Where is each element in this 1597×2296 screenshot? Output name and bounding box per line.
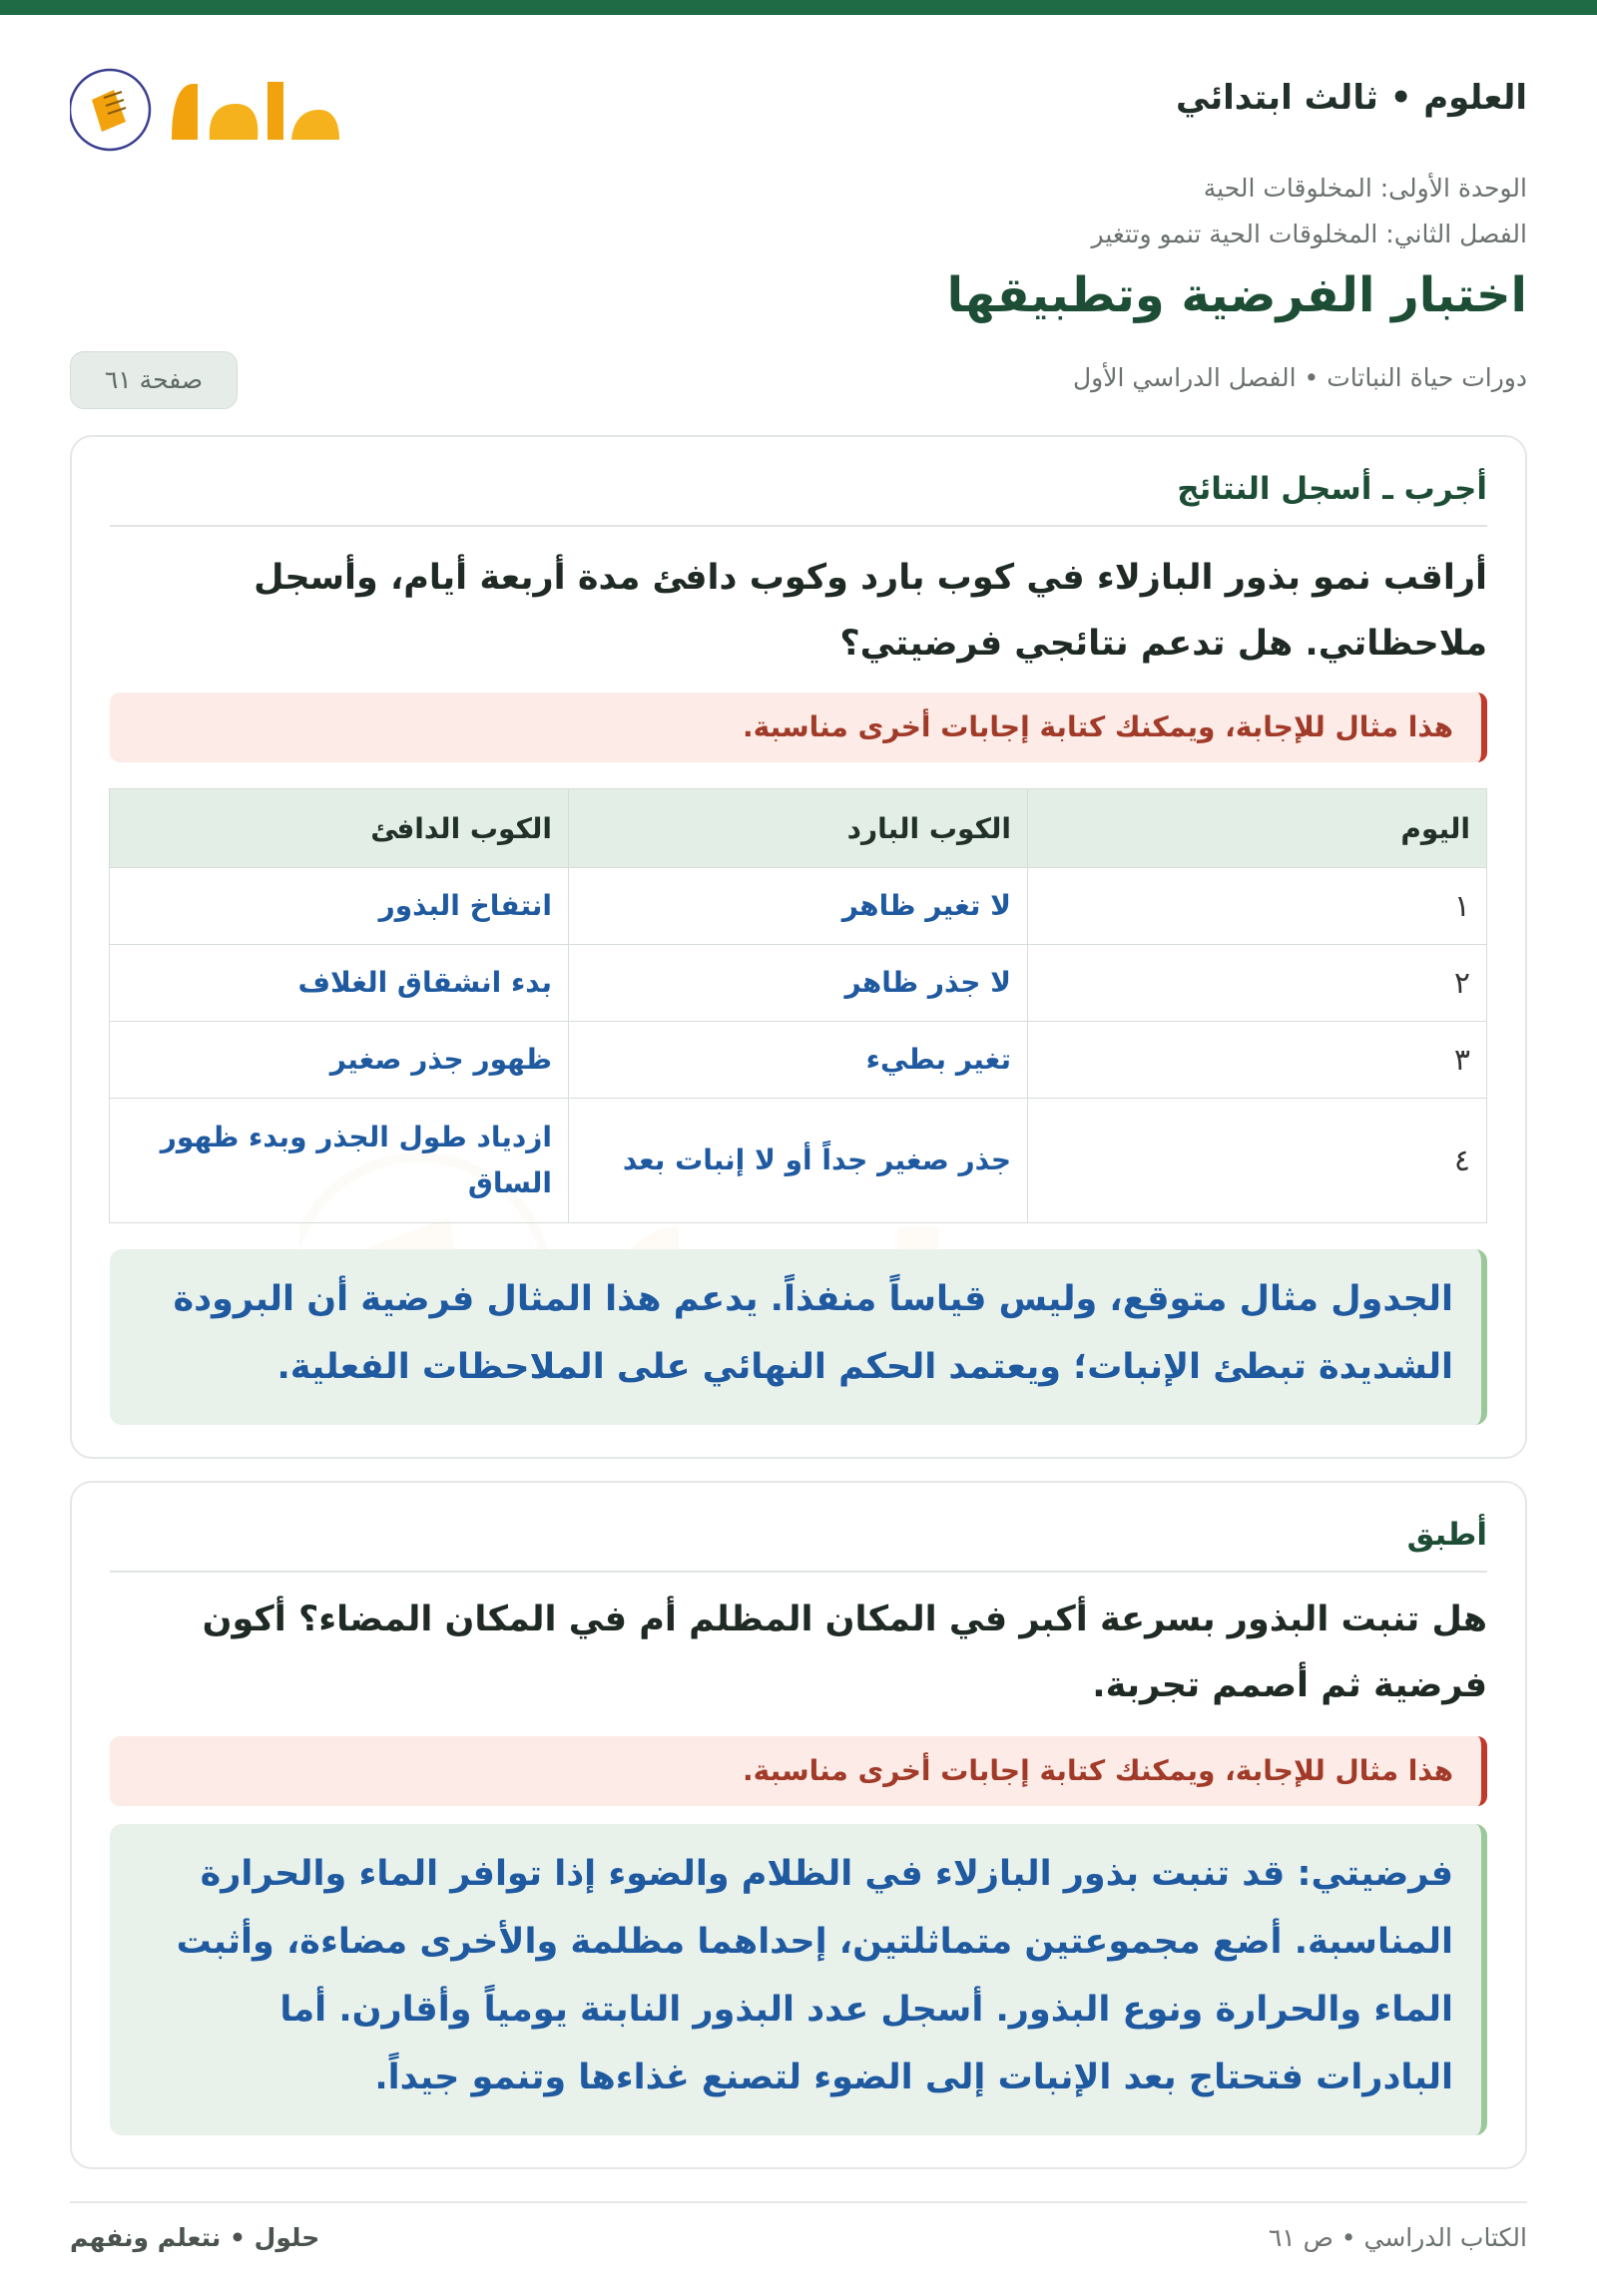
sample-answer-note: هذا مثال للإجابة، ويمكنك كتابة إجابات أخرى مناسبة. xyxy=(110,692,1487,762)
chapter-label: الفصل الثاني: المخلوقات الحية تنمو وتتغير xyxy=(1091,220,1527,248)
experiment-card xyxy=(70,435,1527,1459)
day-cell: ٢ xyxy=(1028,945,1487,1022)
section-title: أطبق xyxy=(1406,1517,1487,1553)
day-cell: ٤ xyxy=(1028,1099,1487,1223)
table-row xyxy=(110,868,1487,945)
page-number-badge: صفحة ٦١ xyxy=(70,351,238,409)
sample-answer-note: هذا مثال للإجابة، ويمكنك كتابة إجابات أخرى مناسبة. xyxy=(110,1736,1487,1806)
apply-card xyxy=(70,1481,1527,2169)
footer-brand: حلول • نتعلم ونفهم xyxy=(70,2223,320,2252)
experiment-answer: الجدول مثال متوقع، وليس قياساً منفذاً. يدعم هذا المثال فرضية أن البرودة الشديدة تبطئ الإنبات؛ ويعتمد الحكم النهائي على الملاحظات الفعلية. xyxy=(110,1249,1487,1425)
top-accent-bar xyxy=(0,0,1597,15)
apply-question: هل تنبت البذور بسرعة أكبر في المكان المظلم أم في المكان المضاء؟ أكون فرضية ثم أصمم تجربة. xyxy=(202,1600,1487,1705)
warm-cup-cell: ازدياد طول الجذر وبدء ظهور الساق xyxy=(110,1099,569,1223)
table-row xyxy=(110,1022,1487,1099)
page-header xyxy=(70,62,1527,421)
table-row xyxy=(110,1099,1487,1223)
footer-divider xyxy=(70,2201,1527,2203)
experiment-question: أراقب نمو بذور البازلاء في كوب بارد وكوب دافئ مدة أربعة أيام، وأسجل ملاحظاتي. هل تدعم نتائجي فرضيتي؟ xyxy=(254,558,1487,664)
cold-cup-cell: لا تغير ظاهر xyxy=(569,868,1028,945)
lesson-title: اختبار الفرضية وتطبيقها xyxy=(946,267,1527,323)
warm-cup-cell: بدء انشقاق الغلاف xyxy=(110,945,569,1022)
unit-label: الوحدة الأولى: المخلوقات الحية xyxy=(1203,174,1527,203)
section-divider xyxy=(110,525,1487,527)
warm-cup-cell: انتفاخ البذور xyxy=(110,868,569,945)
hlool-logo[interactable] xyxy=(70,62,349,158)
column-header-day: اليوم xyxy=(1028,789,1487,868)
observations-table xyxy=(109,788,1487,1223)
section-title: أجرب ـ أسجل النتائج xyxy=(1177,471,1487,507)
cold-cup-cell: لا جذر ظاهر xyxy=(569,945,1028,1022)
day-cell: ١ xyxy=(1028,868,1487,945)
column-header-cold-cup: الكوب البارد xyxy=(569,789,1028,868)
warm-cup-cell: ظهور جذر صغير xyxy=(110,1022,569,1099)
svg-text:حلول: حلول xyxy=(251,133,256,135)
footer-page-ref: الكتاب الدراسي • ص ٦١ xyxy=(1268,2223,1527,2252)
day-cell: ٣ xyxy=(1028,1022,1487,1099)
section-divider xyxy=(110,1571,1487,1573)
apply-answer: فرضيتي: قد تنبت بذور البازلاء في الظلام والضوء إذا توافر الماء والحرارة المناسبة. أضع مجموعتين متماثلتين، إحداهما مظلمة والأخرى مضاءة، وأثبت الماء والحرارة ونوع البذور. أسجل عدد البذور النابتة يومياً وأقارن. أما البادرات فتحتاج بعد الإنبات إلى الضوء لتصنع غذاءها وتنمو جيداً. xyxy=(110,1824,1487,2135)
cold-cup-cell: تغير بطيء xyxy=(569,1022,1028,1099)
table-row xyxy=(110,945,1487,1022)
lesson-meta: دورات حياة النباتات • الفصل الدراسي الأول xyxy=(1072,363,1527,392)
column-header-warm-cup: الكوب الدافئ xyxy=(110,789,569,868)
cold-cup-cell: جذر صغير جداً أو لا إنبات بعد xyxy=(569,1099,1028,1223)
subject-title: العلوم • ثالث ابتدائي xyxy=(1175,78,1527,118)
table-header-row xyxy=(110,789,1487,868)
